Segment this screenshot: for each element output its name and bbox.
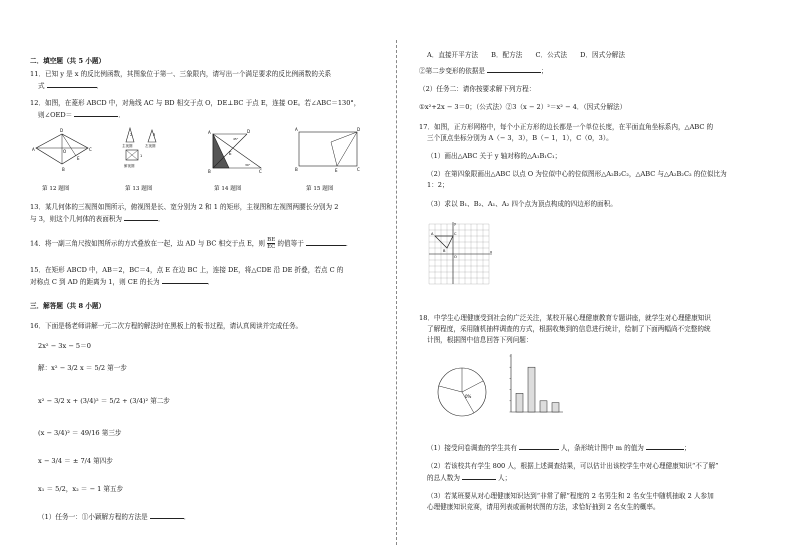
bar [552, 403, 559, 412]
bar [540, 401, 547, 412]
figure-17-coordinate-grid [421, 220, 493, 292]
svg-text:30°: 30° [245, 163, 251, 167]
q16-step1: 解：x² − 3/2 x ＝ 5/2 第一步 [38, 364, 127, 372]
svg-text:D: D [357, 127, 361, 132]
q16-basis: ②第二步变形的依据是 ； [419, 67, 548, 75]
q16-options: A．直接开平方法 B．配方法 C．公式法 D．因式分解法 [427, 51, 625, 59]
svg-text:A: A [295, 127, 298, 132]
svg-text:O: O [63, 149, 67, 154]
svg-text:D: D [60, 128, 64, 133]
q15-answer-blank[interactable] [162, 277, 208, 284]
q18-estimate-blank[interactable] [462, 473, 496, 480]
q16-step5: x₁ ＝ 5/2，x₂ ＝ − 1 第五步 [38, 485, 124, 493]
svg-text:主视图: 主视图 [122, 144, 133, 148]
q18-part1: （1）接受问卷调查的学生共有 人，条形统计图中 m 的值为 ； [427, 444, 691, 452]
section-2-title: 二．填空题（共 5 小题） [30, 57, 106, 65]
svg-text:A: A [32, 147, 35, 152]
q18-line2: 了解程度，采用随机抽样调查的方式，根据收集到的信息进行统计，绘制了下面两幅尚不完整的统 [427, 325, 711, 333]
q11-answer-blank[interactable] [47, 81, 97, 88]
q12-line1: 12．如图，在菱形 ABCD 中，对角线 AC 与 BD 相交于点 O，DE⊥BC 于点 E，连接 OE。若∠ABC＝130°， [30, 99, 361, 107]
svg-text:C: C [89, 147, 92, 152]
svg-text:2: 2 [130, 133, 133, 137]
q16-task1-blank[interactable] [150, 512, 184, 519]
svg-text:B: B [208, 169, 211, 174]
q13-line2: 与 3，则这个几何体的表面积为 ． [30, 215, 165, 223]
svg-text:3: 3 [153, 133, 156, 137]
q14-answer-blank[interactable] [306, 239, 346, 246]
q17-line1: 17．如图，正方形网格中，每个小正方形的边长都是一个单位长度，在平面直角坐标系内，△ABC 的 [419, 123, 714, 131]
q16-basis-blank[interactable] [487, 66, 541, 73]
figure-13-three-views [118, 124, 178, 180]
q17-part1: （1）画出△ABC 关于 y 轴对称的△A₁B₁C₁； [427, 152, 562, 160]
bar [528, 367, 535, 412]
q18-part3-line2: 心理健康知识竞赛，请用列表或画树状图的方法，求恰好抽到 2 名女生的概率。 [427, 503, 660, 511]
q16-task2: （2）任务二：请你按要求解下列方程： [419, 85, 536, 93]
figure-15-rectangle-fold [293, 124, 363, 176]
right-column [397, 0, 794, 560]
svg-text:E: E [335, 168, 338, 173]
q15-line2: 对称点 C 到 AD 的距离为 1，则 CE 的长为 ． [30, 278, 215, 286]
svg-text:A: A [208, 130, 211, 135]
svg-text:D: D [247, 129, 251, 134]
q16-step4: x − 3/4 ＝ ± 7/4 第四步 [38, 457, 113, 465]
q11-line2: 式 ． [38, 82, 104, 90]
q18-part2-line1: （2）若该校共有学生 800 人，根据上述调查结果，可以估计出该校学生中对心理健康知识“不了解” [427, 462, 719, 470]
caption-fig12: 第 12 题图 [42, 186, 70, 192]
grid-label: y [454, 222, 457, 226]
q16-task2-equations: ①x²+2x − 3＝0；（公式法）②3（x − 2）²＝x² − 4．（因式分解法） [419, 103, 627, 111]
figure-12-rhombus [32, 124, 92, 174]
q16-step3: (x − 3/4)² ＝ 49/16 第三步 [38, 429, 122, 437]
svg-text:B: B [62, 167, 65, 172]
grid-label: A [431, 232, 434, 236]
grid-label: C [454, 232, 457, 236]
grid-label: x [490, 250, 493, 254]
q18-part3-line1: （3）若某班要从对心理健康知识达到“非常了解”程度的 2 名男生和 2 名女生中随机抽取 2 人参加 [427, 492, 714, 500]
svg-text:45°: 45° [233, 137, 239, 141]
q17-part3: （3）求以 B₁、B₂、A₁、A₂ 四个点为顶点构成的四边形的面积。 [427, 200, 617, 208]
grid-label: B [443, 249, 446, 253]
svg-text:C: C [259, 169, 262, 174]
q17-part2-line2: 1：2； [427, 181, 449, 189]
q16-step2: x² − 3/2 x + (3/4)² ＝ 5/2 + (3/4)² 第二步 [38, 397, 171, 405]
svg-text:C: C [357, 167, 360, 172]
q16-equation: 2x² − 3x − 5＝0 [38, 342, 91, 350]
q16-task1: （1）任务一：①小颖解方程的方法是 ． [38, 513, 191, 521]
svg-text:E: E [77, 156, 80, 161]
q18-line1: 18．中学生心理健康受到社会的广泛关注，某校开展心理健康教育专题讲座，就学生对心理健康知识 [419, 314, 711, 322]
caption-fig14: 第 14 题图 [214, 186, 242, 192]
q18-line3: 计图，根据图中信息回答下列问题： [427, 336, 533, 344]
svg-text:1: 1 [140, 154, 143, 158]
q16-line1: 16．下面是杨老师讲解一元二次方程的解法时在黑板上的板书过程，请认真阅读并完成任务。 [30, 322, 303, 330]
q12-line2: 则∠OED＝ ． [38, 111, 125, 119]
section-3-title: 三．解答题（共 8 小题） [30, 302, 106, 310]
figure-18-pie-chart [427, 354, 497, 424]
q18-m-blank[interactable] [646, 443, 684, 450]
q13-line1: 13．某几何体的三视图如图所示，俯视图是长、宽分别为 2 和 1 的矩形，主视图和左视图两腰长分别为 2 [30, 203, 339, 211]
figure-18-bar-chart [503, 350, 567, 426]
q17-part2-line1: （2）在第四象限画出△ABC 以点 O 为位似中心的位似图形△A₂B₂C₂，△ABC 与△A₂B₂C₂ 的位似比为 [427, 170, 727, 178]
q14-line1: 14．将一副三角尺按如图所示的方式叠放在一起，边 AD 与 BC 相交于点 E，则 $\frac{BE}{EC}$ 的值等于 ． [30, 237, 353, 250]
q18-part2-line2: 的总人数为 人； [427, 474, 512, 482]
pie-label: 0% [465, 394, 472, 399]
svg-text:左视图: 左视图 [145, 144, 156, 148]
q12-answer-blank[interactable] [74, 110, 118, 117]
svg-text:B: B [295, 167, 298, 172]
figure-14-set-squares [207, 124, 267, 176]
svg-text:E: E [229, 151, 232, 156]
q17-line2: 三个顶点坐标分别为 A（− 3，3），B（− 1，1），C（0，3）。 [427, 134, 613, 142]
caption-fig13: 第 13 题图 [125, 186, 153, 192]
q18-total-blank[interactable] [519, 443, 559, 450]
q11-line1: 11．已知 y 是 x 的反比例函数，其图象位于第一、三象限内，请写出一个满足要求的反比例函数的关系 [30, 70, 332, 78]
q13-answer-blank[interactable] [124, 214, 158, 221]
svg-text:俯视图: 俯视图 [124, 164, 135, 168]
grid-label: O [454, 255, 457, 259]
q14-fraction: $\frac{BE}{EC}$ [267, 237, 276, 250]
bar [516, 393, 523, 412]
caption-fig15: 第 15 题图 [306, 186, 334, 192]
q15-line1: 15．在矩形 ABCD 中，AB＝2，BC＝4，点 E 在边 BC 上，连接 DE，将△CDE 沿 DE 折叠，若点 C 的 [30, 266, 344, 274]
